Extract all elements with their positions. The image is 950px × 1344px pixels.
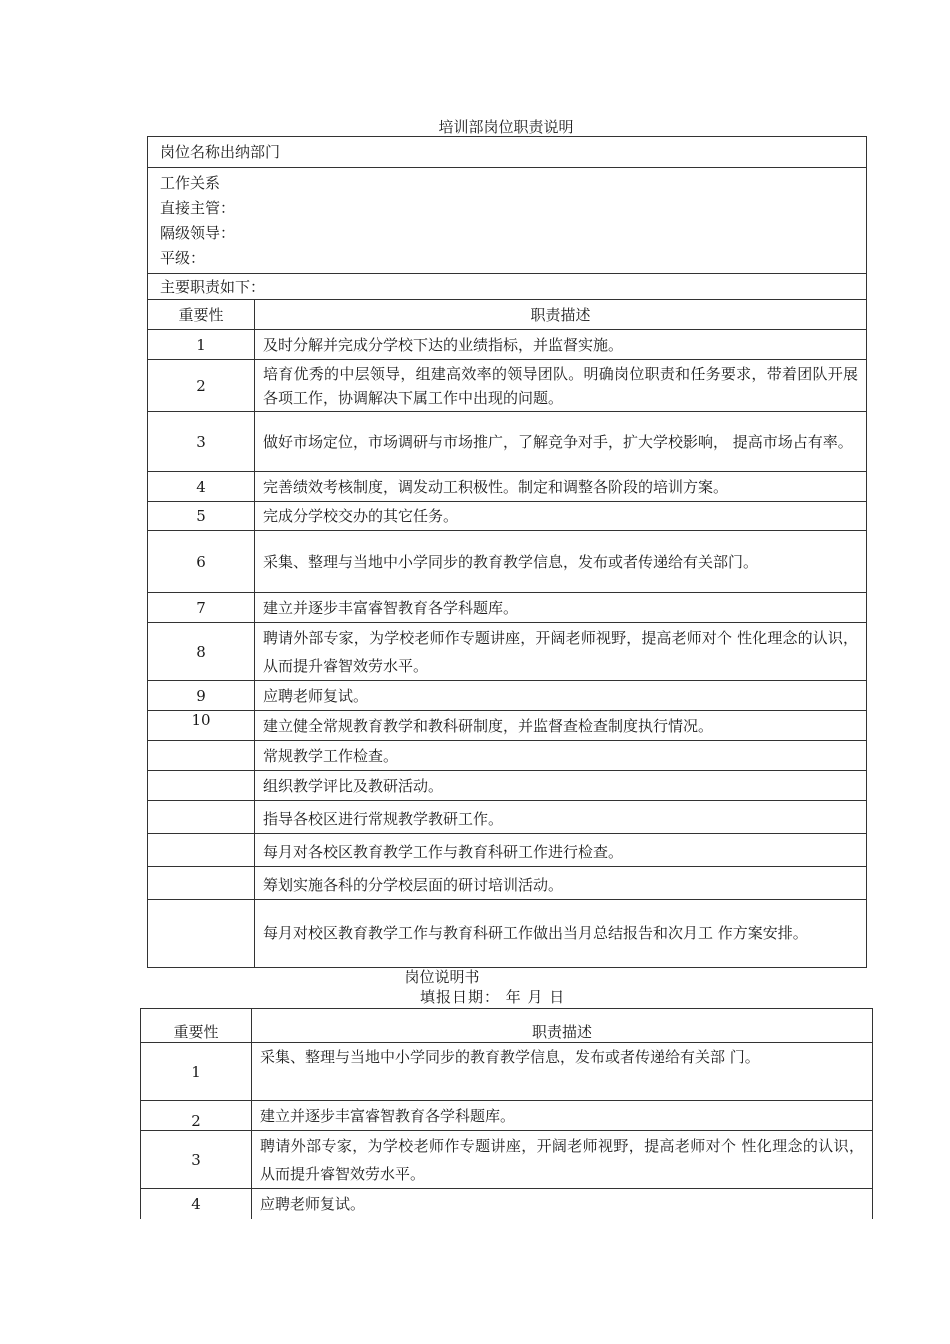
row-description: 每月对各校区教育教学工作与教育科研工作进行检查。	[255, 834, 867, 867]
table-row	[148, 801, 867, 834]
table-row	[148, 834, 867, 867]
document-title: 培训部岗位职责说明	[438, 118, 574, 136]
row-description: 及时分解并完成分学校下达的业绩指标，并监督实施。	[255, 330, 867, 360]
table-row	[141, 1189, 873, 1219]
row-description: 完善绩效考核制度，调发动工积极性。制定和调整各阶段的培训方案。	[255, 472, 867, 502]
table-row	[148, 741, 867, 771]
row-number: 9	[148, 681, 255, 711]
table-row	[148, 593, 867, 623]
row-description: 培育优秀的中层领导，组建高效率的领导团队。明确岗位职责和任务要求，带着团队开展各项工作，协调解决下属工作中出现的问题。	[255, 360, 867, 412]
row-description: 聘请外部专家，为学校老师作专题讲座，开阔老师视野，提高老师对个 性化理念的认识，从而提升睿智效劳水平。	[255, 623, 867, 681]
row-description: 建立并逐步丰富睿智教育各学科题库。	[255, 593, 867, 623]
col-description-header: 职责描述	[252, 1009, 873, 1043]
row-number	[148, 801, 255, 834]
relations-heading: 工作关系	[160, 173, 221, 192]
row-description: 常规教学工作检查。	[255, 741, 867, 771]
relations-cell	[148, 168, 867, 274]
row-number: 4	[148, 472, 255, 502]
table-row	[141, 1131, 873, 1189]
row-description: 组织教学评比及教研活动。	[255, 771, 867, 801]
row-number	[148, 867, 255, 900]
peer-label: 平级：	[160, 248, 206, 267]
row-number: 5	[148, 502, 255, 531]
table-row	[148, 867, 867, 900]
row-number: 7	[148, 593, 255, 623]
row-number: 1	[141, 1043, 252, 1101]
duties-heading: 主要职责如下：	[148, 274, 867, 300]
table-row	[148, 330, 867, 360]
row-number: 6	[148, 531, 255, 593]
row-description: 做好市场定位，市场调研与市场推广，了解竞争对手，扩大学校影响， 提高市场占有率。	[255, 412, 867, 472]
post-name-cell: 岗位名称出纳部门	[148, 137, 867, 168]
row-number	[148, 900, 255, 968]
skip-leader-label: 隔级领导：	[160, 223, 236, 242]
table-row	[148, 502, 867, 531]
row-number: 4	[141, 1189, 252, 1219]
row-number: 10	[148, 711, 255, 741]
duties-table	[147, 136, 867, 968]
row-description: 采集、整理与当地中小学同步的教育教学信息，发布或者传递给有关部门。	[255, 531, 867, 593]
row-number: 1	[148, 330, 255, 360]
table-row	[148, 711, 867, 741]
col-importance-header: 重要性	[148, 300, 255, 330]
fill-date-line: 填报日期： 年 月 日	[420, 988, 566, 1006]
row-number: 8	[148, 623, 255, 681]
col-description-header: 职责描述	[255, 300, 867, 330]
col-importance-header: 重要性	[141, 1009, 252, 1043]
table-row	[148, 472, 867, 502]
row-description: 建立并逐步丰富睿智教育各学科题库。	[252, 1101, 873, 1131]
table-row	[148, 412, 867, 472]
row-number	[148, 741, 255, 771]
second-document-title: 岗位说明书	[404, 968, 480, 986]
table-row	[141, 1043, 873, 1101]
row-description: 每月对校区教育教学工作与教育科研工作做出当月总结报告和次月工 作方案安排。	[255, 900, 867, 968]
table-row	[148, 681, 867, 711]
row-description: 应聘老师复试。	[255, 681, 867, 711]
table-row	[148, 360, 867, 412]
row-description: 建立健全常规教育教学和教科研制度，并监督查检查制度执行情况。	[255, 711, 867, 741]
row-number	[148, 771, 255, 801]
row-number: 3	[141, 1131, 252, 1189]
table-row	[141, 1101, 873, 1131]
table-row	[148, 623, 867, 681]
row-description: 聘请外部专家，为学校老师作专题讲座，开阔老师视野，提高老师对个 性化理念的认识，从而提升睿智效劳水平。	[252, 1131, 873, 1189]
row-description: 采集、整理与当地中小学同步的教育教学信息，发布或者传递给有关部 门。	[252, 1043, 873, 1101]
row-description: 应聘老师复试。	[252, 1189, 873, 1219]
row-number: 2	[148, 360, 255, 412]
row-number: 2	[141, 1101, 252, 1131]
second-duties-table	[140, 1008, 873, 1219]
row-number: 3	[148, 412, 255, 472]
row-description: 筹划实施各科的分学校层面的研讨培训活动。	[255, 867, 867, 900]
table-row	[148, 531, 867, 593]
row-description: 指导各校区进行常规教学教研工作。	[255, 801, 867, 834]
table-row	[148, 900, 867, 968]
table-row	[148, 771, 867, 801]
direct-supervisor-label: 直接主管：	[160, 198, 236, 217]
row-number	[148, 834, 255, 867]
row-description: 完成分学校交办的其它任务。	[255, 502, 867, 531]
